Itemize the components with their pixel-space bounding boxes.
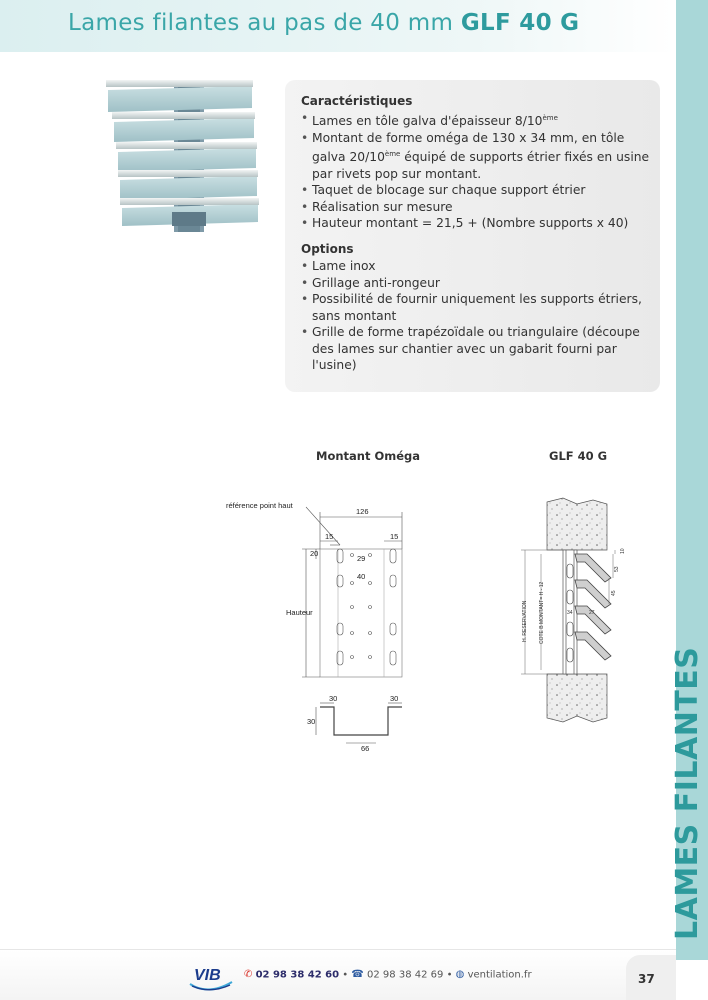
list-item: • Grillage anti-rongeur	[301, 275, 651, 292]
list-item: • Lames en tôle galva d'épaisseur 8/10ème	[301, 110, 651, 130]
footer-separator: •	[342, 969, 349, 981]
omega-dim-pitch-b: 40	[357, 572, 366, 581]
profile-dim-right: 30	[390, 694, 399, 703]
options-list	[301, 258, 651, 374]
fax-icon: ☎	[351, 969, 364, 980]
list-item: • Hauteur montant = 21,5 + (Nombre supports x 40)	[301, 215, 651, 232]
omega-dim-right: 15	[390, 532, 399, 541]
vib-logo	[188, 962, 234, 992]
omega-height-label: Hauteur	[286, 608, 313, 617]
footer-phone[interactable]: 02 98 38 42 60	[255, 969, 340, 981]
glf-drawing-title: GLF 40 G	[549, 449, 608, 463]
profile-dim-depth: 30	[307, 717, 316, 726]
glf-cote-label: COTE B MONTANT= H - 12	[539, 581, 545, 644]
glf-section-drawing	[515, 492, 630, 730]
footer-contact	[244, 969, 532, 981]
footer-fax[interactable]: 02 98 38 42 69	[367, 969, 444, 981]
page-number: 37	[638, 972, 655, 986]
svg-text:VIB: VIB	[194, 967, 221, 984]
list-item: • Montant de forme oméga de 130 x 34 mm, en tôle galva 20/10ème équipé de supports étrier fixés en usine par rivets pop sur montant.	[301, 130, 651, 183]
glf-dim-10: 10	[620, 548, 626, 554]
profile-dim-left: 30	[329, 694, 338, 703]
profile-dim-base: 66	[361, 744, 370, 753]
footer-separator: •	[446, 969, 453, 981]
omega-dim-pitch-a: 29	[357, 554, 366, 563]
specifications-panel	[285, 80, 660, 392]
caracteristiques-heading: Caractéristiques	[301, 94, 413, 108]
side-tab-label: LAMES FILANTES	[670, 646, 705, 940]
omega-drawing-title: Montant Oméga	[316, 449, 421, 463]
omega-reference-label: référence point haut	[226, 501, 293, 510]
caracteristiques-list	[301, 110, 651, 232]
omega-dim-left: 15	[325, 532, 334, 541]
footer-website[interactable]: ventilation.fr	[467, 969, 532, 981]
omega-drawing	[220, 495, 435, 765]
phone-icon: ✆	[244, 969, 253, 980]
glf-reservation-label: H. RESERVATION	[522, 600, 528, 642]
list-item: • Possibilité de fournir uniquement les supports étriers, sans montant	[301, 291, 651, 324]
list-item: • Réalisation sur mesure	[301, 199, 651, 216]
glf-dim-34: 34	[567, 610, 573, 616]
list-item: • Grille de forme trapézoïdale ou triangulaire (découpe des lames sur chantier avec un gabarit fourni par l'usine)	[301, 324, 651, 374]
list-item: • Taquet de blocage sur chaque support étrier	[301, 182, 651, 199]
options-heading: Options	[301, 242, 354, 256]
title-product-code: GLF 40 G	[460, 10, 580, 36]
page-title	[68, 10, 579, 36]
title-main: Lames filantes au pas de 40 mm	[68, 10, 454, 36]
glf-dim-53: 53	[614, 566, 620, 572]
options-section	[301, 242, 651, 374]
caracteristiques-section	[301, 94, 651, 232]
globe-icon: ◍	[455, 969, 465, 980]
omega-dim-top: 20	[310, 549, 319, 558]
glf-dim-27: 27	[589, 610, 595, 616]
list-item: • Lame inox	[301, 258, 651, 275]
omega-dim-width: 126	[356, 507, 369, 516]
product-photo	[92, 72, 267, 232]
glf-dim-45: 45	[611, 590, 617, 596]
